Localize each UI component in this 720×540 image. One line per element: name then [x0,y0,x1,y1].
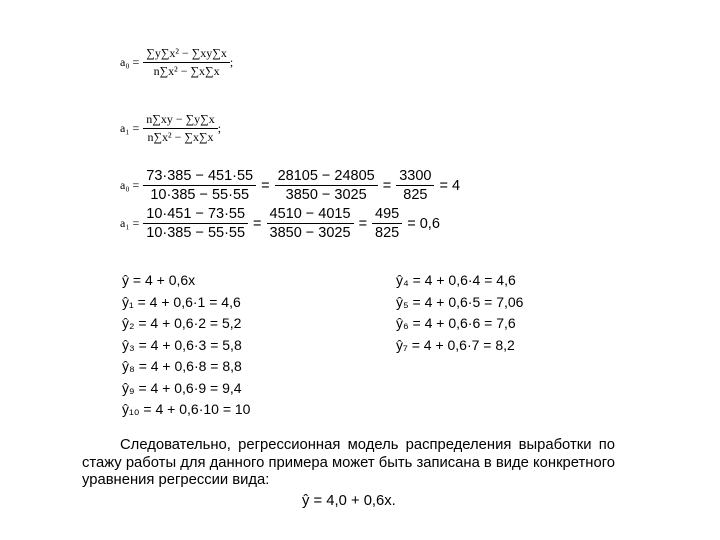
conclusion-text: Следовательно, регрессионная модель распределения выработки по стажу работы для данного примера может быть записана в виде конкретного уравнения регрессии вида: [82,437,615,488]
formula-a1-general [120,112,221,145]
a0-calc-frac1-den: 10·385 − 55·55 [150,187,250,203]
prediction-line: ŷ₁₀ = 4 + 0,6·10 = 10 [122,401,251,417]
a1-denominator: n∑x² − ∑x∑x [147,130,214,144]
predictions-left [122,270,250,421]
conclusion-paragraph [82,437,615,490]
a0-calc-frac3 [396,168,434,203]
a1-numerator: n∑xy − ∑y∑x [143,112,217,129]
a0-calc-frac1-num: 73·385 − 451·55 [143,168,256,186]
prediction-line: ŷ₄ = 4 + 0,6·4 = 4,6 [396,272,516,288]
formula-a0-calc [120,168,460,203]
prediction-line: ŷ₁ = 4 + 0,6·1 = 4,6 [122,293,241,310]
formula-a1-calc [120,206,440,241]
prediction-line: ŷ = 4 + 0,6x [122,272,196,288]
formula-a0-general [120,46,233,79]
a1-suffix: ; [217,121,222,135]
prediction-line: ŷ₃ = 4 + 0,6·3 = 5,8 [122,336,242,353]
a1-calc-result: = 0,6 [407,215,440,232]
a1-calc-frac1-num: 10·451 − 73·55 [143,206,248,224]
a1-calc-frac1-den: 10·385 − 55·55 [146,225,246,241]
a1-calc-frac2-den: 3850 − 3025 [269,225,351,241]
prediction-line: ŷ₉ = 4 + 0,6·9 = 9,4 [122,379,242,396]
a0-label: a₀ = [120,55,140,69]
a1-calc-frac3-num: 495 [372,206,402,224]
final-equation: ŷ = 4,0 + 0,6х. [302,493,396,509]
a0-calc-frac3-den: 825 [403,187,428,203]
a0-calc-result: = 4 [439,177,461,194]
a1-fraction [143,112,217,145]
a0-denominator: n∑x² − ∑x∑x [153,64,220,78]
prediction-line: ŷ₇ = 4 + 0,6·7 = 8,2 [396,336,515,353]
a1-calc-frac1 [143,206,248,241]
prediction-line: ŷ₂ = 4 + 0,6·2 = 5,2 [122,315,242,331]
a0-suffix: ; [229,55,234,69]
a1-label: a₁ = [120,121,140,135]
a1-calc-frac2-num: 4510 − 4015 [267,206,354,224]
a0-numerator: ∑y∑x² − ∑xy∑x [143,46,230,63]
prediction-line: ŷ₅ = 4 + 0,6·5 = 7,06 [396,293,524,310]
a0-calc-frac2-num: 28105 − 24805 [275,168,378,186]
a0-calc-frac2 [275,168,378,203]
prediction-line: ŷ₈ = 4 + 0,6·8 = 8,8 [122,358,242,374]
a0-calc-frac2-den: 3850 − 3025 [285,187,367,203]
prediction-line: ŷ₆ = 4 + 0,6·6 = 7,6 [396,315,516,331]
equals-sign: = [261,177,270,194]
a1-calc-frac3-den: 825 [375,225,400,241]
a1-calc-frac3 [372,206,402,241]
equals-sign: = [382,177,392,194]
predictions-right [396,270,523,356]
a0-calc-frac3-num: 3300 [396,168,434,186]
a0-calc-frac1 [143,168,256,203]
a1-calc-frac2 [267,206,354,241]
a0-fraction [143,46,230,79]
a1-calc-label: a₁ = [120,216,140,230]
a0-calc-label: a₀ = [120,178,140,192]
equals-sign: = [253,215,262,232]
equals-sign: = [358,215,368,232]
